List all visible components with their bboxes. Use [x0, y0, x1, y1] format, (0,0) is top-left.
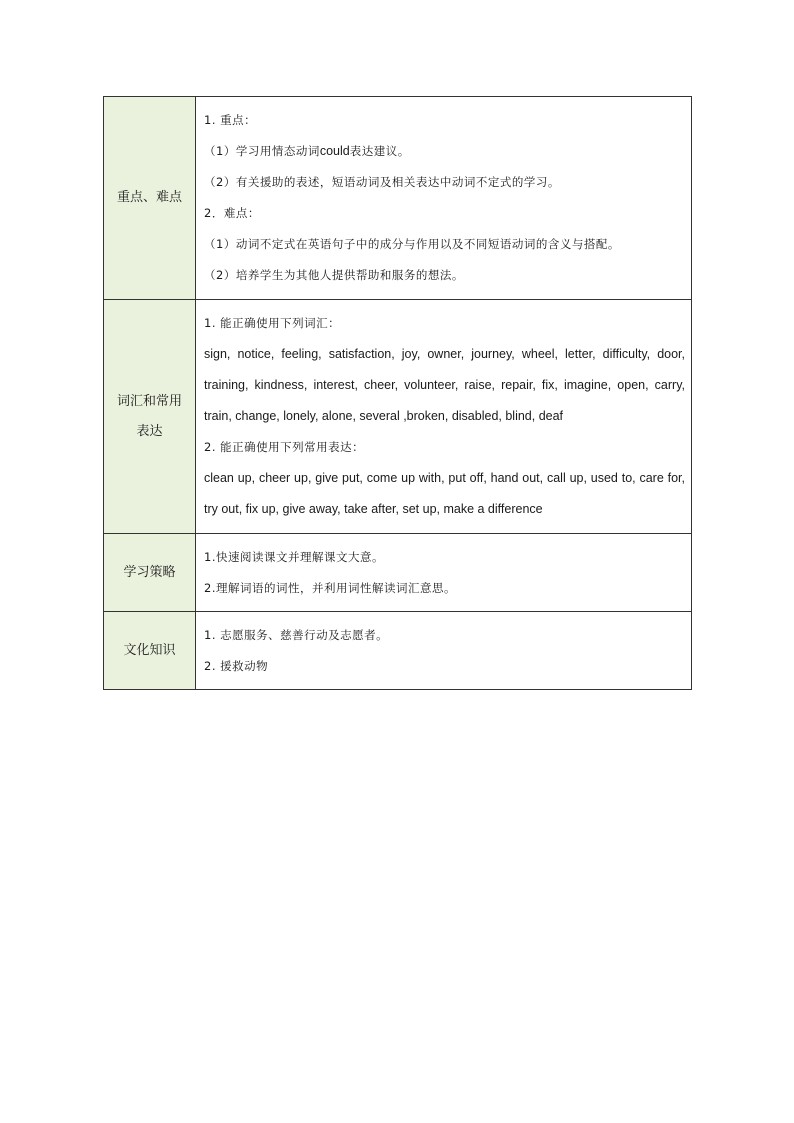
row-label-text: 词汇和常用表达: [116, 393, 182, 439]
phrase-line: clean up, cheer up, give put, come up with, put off, hand out, call up, used to, care for,: [204, 471, 685, 485]
content-line: 1. 重点：: [204, 113, 257, 127]
vocab-line: sign, notice, feeling, satisfaction, joy, owner, journey, wheel, letter, difficulty, door,: [204, 347, 685, 361]
content-line: 1. 志愿服务、慈善行动及志愿者。: [204, 627, 389, 642]
row-label-learning-strategy: [104, 534, 196, 612]
content-line: 2．难点：: [204, 206, 260, 220]
vocab-line: training, kindness, interest, cheer, volunteer, raise, repair, fix, imagine, open, carry,: [204, 378, 685, 392]
content-line: （2）培养学生为其他人提供帮助和服务的想法。: [204, 268, 464, 282]
phrase-heading: 2. 能正确使用下列常用表达：: [204, 440, 365, 454]
content-line: （2）有关援助的表述，短语动词及相关表达中动词不定式的学习。: [204, 175, 560, 189]
table-row: [104, 612, 692, 690]
vocab-heading: 1. 能正确使用下列词汇：: [204, 316, 341, 330]
phrase-line: try out, fix up, give away, take after, set up, make a difference: [204, 502, 543, 516]
table-row: [104, 97, 692, 300]
table-row: [104, 534, 692, 612]
lesson-plan-table: [103, 96, 692, 690]
vocabulary-content: [196, 300, 692, 534]
row-label-text: 学习策略: [123, 564, 176, 580]
row-label-key-difficult-points: [104, 97, 196, 300]
content-line: （1）动词不定式在英语句子中的成分与作用以及不同短语动词的含义与搭配。: [204, 237, 620, 251]
vocab-line: train, change, lonely, alone, several ,broken, disabled, blind, deaf: [204, 409, 564, 423]
row-label-vocabulary: [104, 300, 196, 534]
table-row: [104, 300, 692, 534]
content-line: 1.快速阅读课文并理解课文大意。: [204, 549, 384, 564]
content-line: （1）学习用情态动词could表达建议。: [204, 144, 410, 158]
row-label-text: 重点、难点: [116, 190, 182, 205]
content-line: 2.理解词语的词性，并利用词性解读词汇意思。: [204, 580, 456, 595]
row-label-text: 文化知识: [123, 642, 176, 658]
learning-strategy-content: [196, 534, 692, 612]
row-label-cultural-knowledge: [104, 612, 196, 690]
key-difficult-points-content: [196, 97, 692, 300]
content-line: 2. 援救动物: [204, 658, 269, 673]
cultural-knowledge-content: [196, 612, 692, 690]
